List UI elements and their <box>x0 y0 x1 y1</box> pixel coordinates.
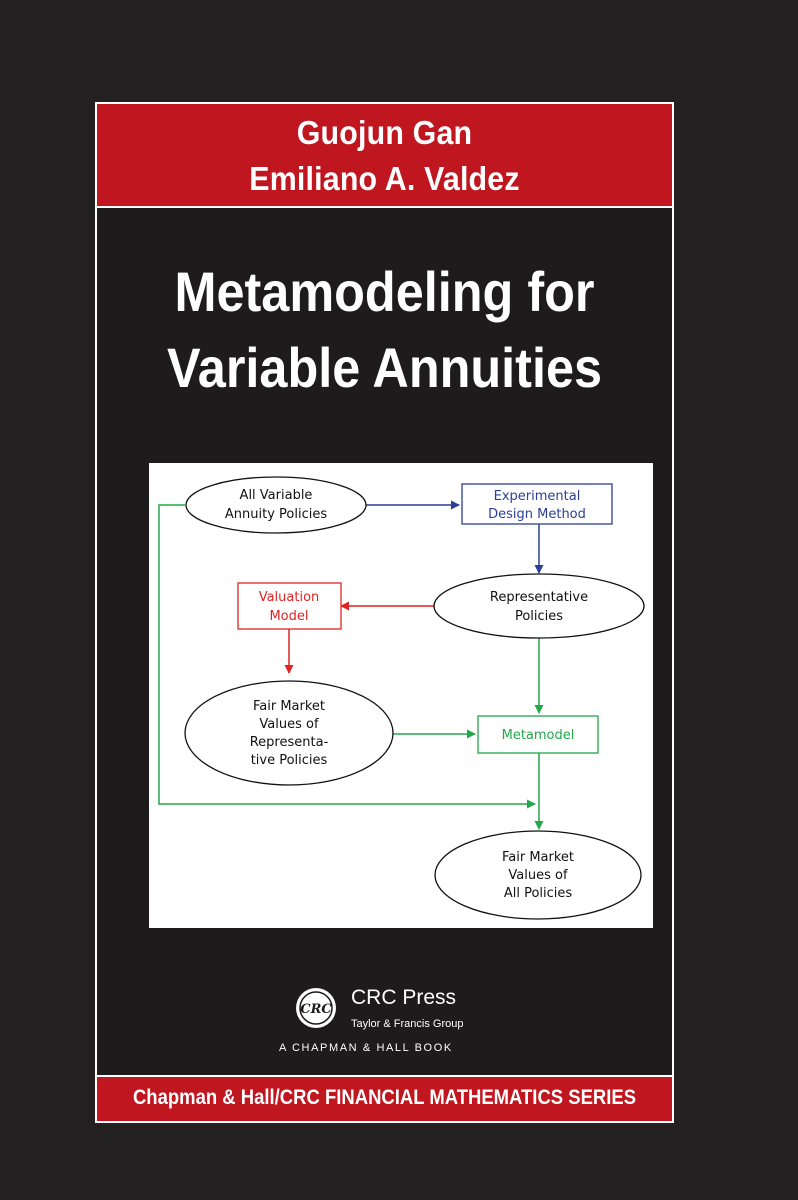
node-label: All Variable <box>239 488 313 503</box>
node-all-policies <box>186 477 366 533</box>
node-label: Experimental <box>493 489 581 504</box>
node-label: Valuation <box>258 590 320 605</box>
author-band <box>97 104 672 208</box>
crc-logo-icon <box>294 986 338 1030</box>
book-title-line: Metamodeling for <box>174 260 595 323</box>
node-label: Annuity Policies <box>224 507 328 522</box>
series-name: Chapman & Hall/CRC FINANCIAL MATHEMATICS SERIES <box>132 1086 637 1109</box>
series-band <box>97 1075 672 1121</box>
book-title-line: Variable Annuities <box>166 336 603 399</box>
publisher-name: CRC Press <box>351 986 457 1009</box>
logo-text: CRC <box>300 1002 332 1017</box>
publisher-block <box>97 986 672 1066</box>
flow-diagram <box>149 463 653 928</box>
cover-frame <box>95 102 674 1123</box>
node-metamodel <box>478 716 598 753</box>
node-label: Representa- <box>249 735 329 750</box>
node-fmv-all-policies <box>435 831 641 919</box>
node-label: Design Method <box>488 507 586 522</box>
node-label: Values of <box>259 717 319 732</box>
node-label: Fair Market <box>501 850 575 865</box>
node-label: All Policies <box>503 886 573 901</box>
node-representative-policies <box>434 574 644 638</box>
publisher-imprint: A CHAPMAN & HALL BOOK <box>279 1042 453 1054</box>
node-label: Policies <box>514 609 564 624</box>
author-name: Guojun Gan <box>296 114 473 151</box>
node-valuation-model <box>238 583 341 629</box>
flow-diagram-svg <box>149 463 653 928</box>
node-label: Fair Market <box>252 699 326 714</box>
author-name: Emiliano A. Valdez <box>249 160 520 197</box>
publisher-group: Taylor & Francis Group <box>351 1018 464 1030</box>
node-label: Representative <box>489 590 589 605</box>
node-fmv-representative <box>185 681 393 785</box>
node-label: tive Policies <box>250 753 328 768</box>
node-experimental-design <box>462 484 612 524</box>
node-label: Model <box>269 609 309 624</box>
node-label: Values of <box>508 868 568 883</box>
node-label: Metamodel <box>501 728 575 743</box>
